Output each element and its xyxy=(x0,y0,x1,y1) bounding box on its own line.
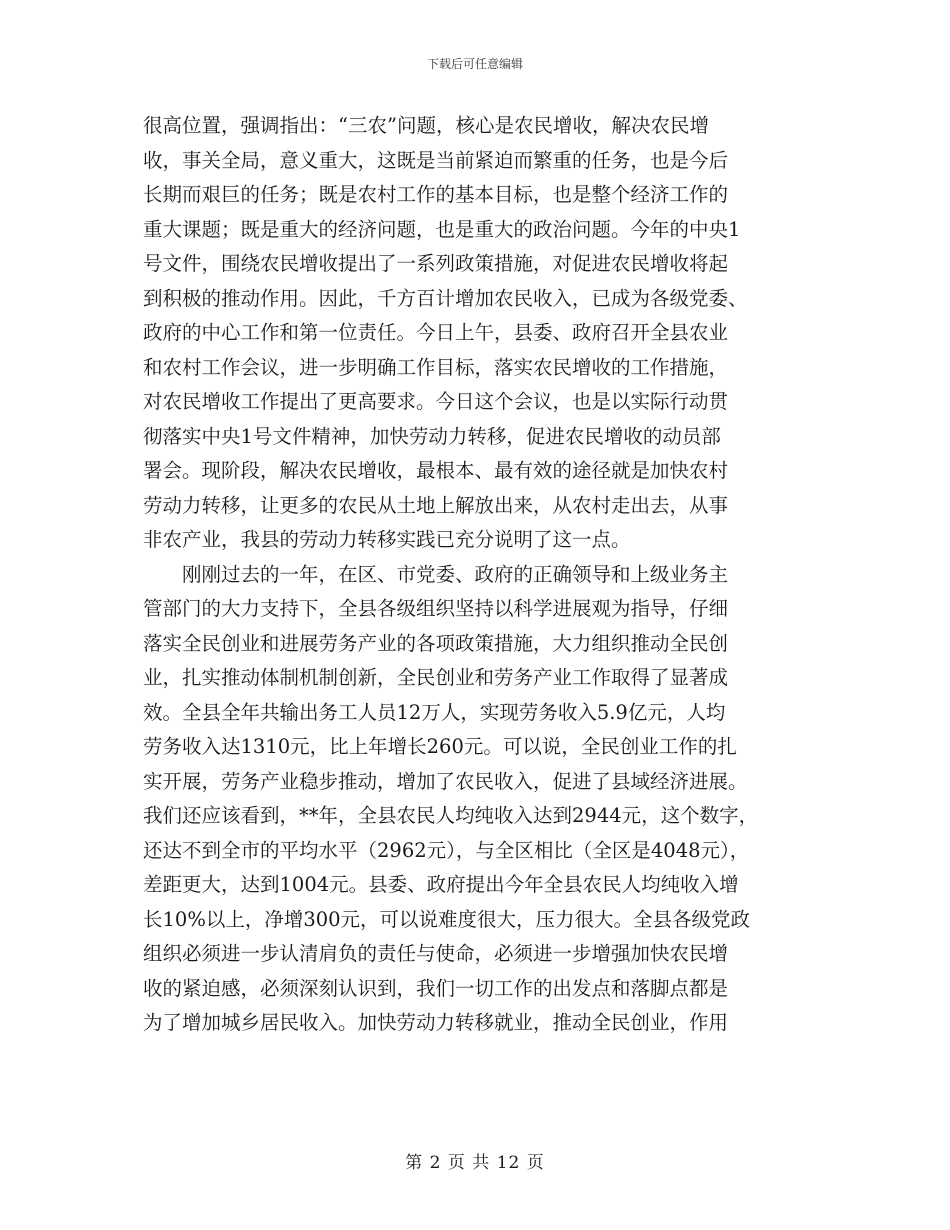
text-line: 差距更大，达到1004元。县委、政府提出今年全县农民人均纯收入增 xyxy=(143,873,739,896)
text-line: 对农民增收工作提出了更高要求。今日这个会议，也是以实际行动贯 xyxy=(143,390,729,413)
text-line: 劳务收入达1310元，比上年增长260元。可以说，全民创业工作的扎 xyxy=(143,735,737,758)
text-line: 重大课题；既是重大的经济问题，也是重大的政治问题。今年的中央1 xyxy=(143,217,741,241)
text-line: 政府的中心工作和第一位责任。今日上午，县委、政府召开全县农业 xyxy=(143,321,729,344)
text-line: 彻落实中央1号文件精神，加快劳动力转移，促进农民增收的动员部 xyxy=(143,424,721,448)
text-line: 我们还应该看到，**年，全县农民人均纯收入达到2944元，这个数字， xyxy=(143,804,759,827)
page-header: 下载后可任意编辑 xyxy=(426,57,523,71)
text-line: 组织必须进一步认清肩负的责任与使命，必须进一步增强加快农民增 xyxy=(143,942,729,965)
text-line: 为了增加城乡居民收入。加快劳动力转移就业，推动全民创业，作用 xyxy=(143,1011,729,1034)
paragraph-first-line: 刚刚过去的一年，在区、市党委、政府的正确领导和上级业务主 xyxy=(182,562,729,586)
document-body xyxy=(143,109,811,1041)
text-line: 实开展，劳务产业稳步推动，增加了农民收入，促进了县域经济进展。 xyxy=(143,769,748,793)
text-line: 业，扎实推动体制机制创新，全民创业和劳务产业工作取得了显著成 xyxy=(143,666,729,689)
text-line: 号文件，围绕农民增收提出了一系列政策措施，对促进农民增收将起 xyxy=(143,252,729,275)
text-line: 长期而艰巨的任务；既是农村工作的基本目标，也是整个经济工作的 xyxy=(143,183,729,206)
page-number-footer: 第 2 页 共 12 页 xyxy=(405,1153,545,1173)
text-line: 署会。现阶段，解决农民增收，最根本、最有效的途径就是加快农村 xyxy=(143,459,729,482)
text-line: 收的紧迫感，必须深刻认识到，我们一切工作的出发点和落脚点都是 xyxy=(143,976,729,1000)
text-line: 到积极的推动作用。因此，千方百计增加农民收入，已成为各级党委、 xyxy=(143,286,748,310)
text-line: 很高位置，强调指出：“三农”问题，核心是农民增收，解决农民增 xyxy=(143,114,709,137)
text-line: 管部门的大力支持下，全县各级组织坚持以科学进展观为指导，仔细 xyxy=(143,597,729,620)
text-line: 落实全民创业和进展劳务产业的各项政策措施，大力组织推动全民创 xyxy=(143,631,729,655)
text-line: 效。全县全年共输出务工人员12万人，实现劳务收入5.9亿元，人均 xyxy=(143,700,726,724)
text-line: 非农产业，我县的劳动力转移实践已充分说明了这一点。 xyxy=(143,528,631,551)
text-line: 还达不到全市的平均水平（2962元），与全区相比（全区是4048元）， xyxy=(143,838,750,862)
text-line: 和农村工作会议，进一步明确工作目标，落实农民增收的工作措施， xyxy=(143,355,729,379)
text-line: 劳动力转移，让更多的农民从土地上解放出来，从农村走出去，从事 xyxy=(143,493,729,517)
text-line: 收，事关全局，意义重大，这既是当前紧迫而繁重的任务，也是今后 xyxy=(143,148,729,172)
text-line: 长10%以上，净增300元，可以说难度很大，压力很大。全县各级党政 xyxy=(143,907,751,931)
